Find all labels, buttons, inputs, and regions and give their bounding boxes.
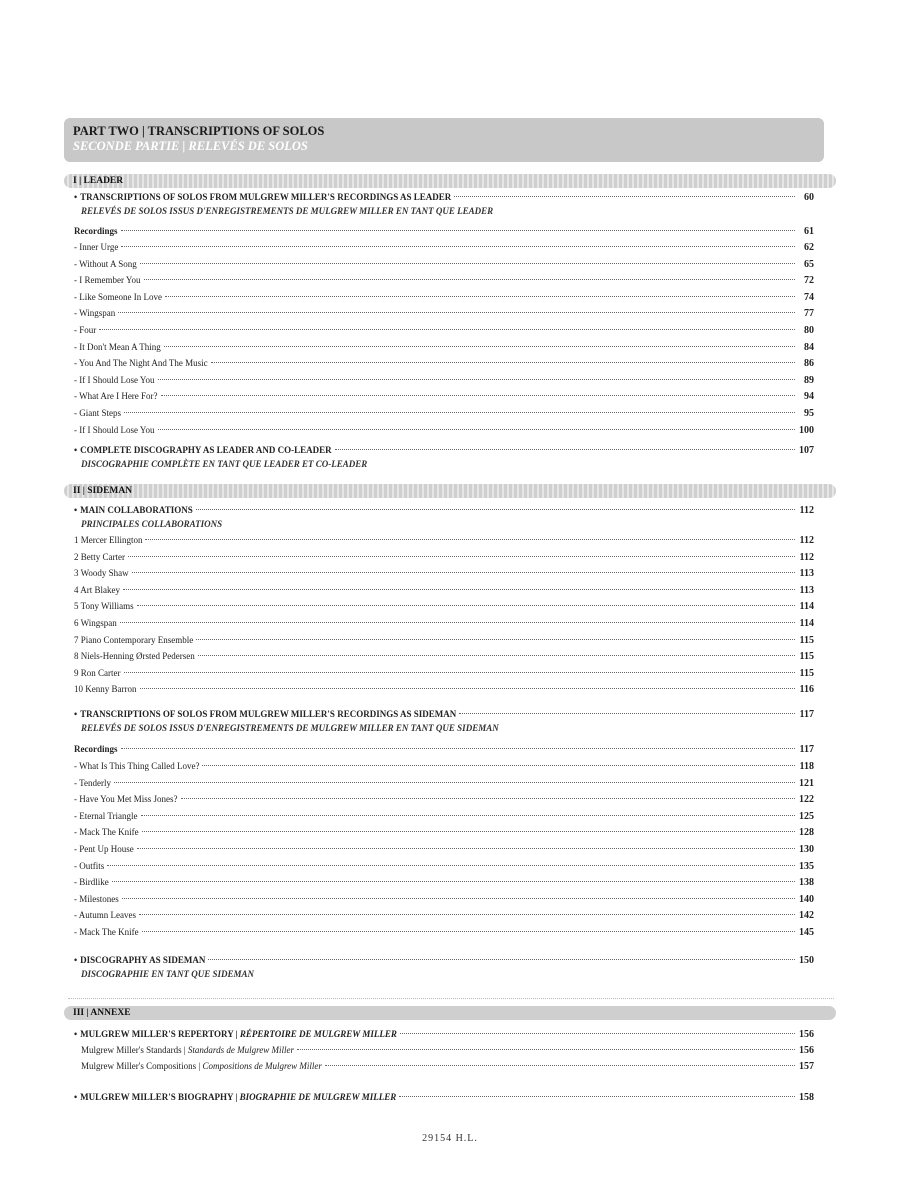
page-number: 158 (799, 1092, 814, 1103)
dot-leader (141, 815, 796, 816)
page-number: 122 (799, 794, 814, 806)
dot-leader (120, 622, 795, 623)
entry-label: - Eternal Triangle (74, 810, 138, 821)
toc-entry[interactable] (74, 616, 814, 631)
page-number: 142 (799, 910, 814, 922)
page-number: 121 (799, 777, 814, 789)
part-header (64, 118, 824, 162)
entry-label: Mulgrew Miller's Compositions | (81, 1061, 203, 1071)
dot-leader (165, 296, 795, 297)
entry-label-french: RÉPERTOIRE DE MULGREW MILLER (239, 1029, 397, 1039)
page-number: 65 (804, 258, 814, 270)
toc-entry[interactable] (74, 423, 814, 438)
dot-leader (196, 639, 795, 640)
bullet: • (74, 1092, 78, 1102)
page-number: 77 (804, 308, 814, 320)
toc-entry[interactable] (74, 583, 814, 598)
entry-label: 4 Art Blakey (74, 584, 120, 595)
toc-entry-compositions[interactable] (81, 1059, 814, 1074)
entry-label: - Inner Urge (74, 242, 119, 252)
dot-leader (122, 898, 795, 899)
page-number: 157 (799, 1061, 814, 1072)
toc-entry[interactable] (74, 599, 814, 614)
toc-entry[interactable] (74, 257, 814, 272)
entry-label: MAIN COLLABORATIONS (80, 505, 193, 515)
dot-leader (181, 798, 796, 799)
entry-label: - Birdlike (74, 877, 109, 888)
dot-leader (335, 449, 795, 450)
page-number: 156 (799, 1045, 814, 1056)
entry-label: 5 Tony Williams (74, 601, 134, 612)
page-footer-code: 29154 H.L. (422, 1133, 478, 1144)
dot-leader (137, 605, 795, 606)
dot-leader (140, 688, 796, 689)
bullet: • (74, 192, 78, 202)
dot-leader (208, 959, 795, 960)
toc-entry[interactable] (74, 550, 814, 565)
dot-leader (297, 1049, 795, 1050)
entry-label: - Like Someone In Love (74, 291, 162, 302)
part-title: PART TWO | TRANSCRIPTIONS OF SOLOS (73, 124, 325, 138)
entry-label: MULGREW MILLER'S REPERTORY | (80, 1029, 240, 1039)
dot-leader (139, 914, 795, 915)
page-number: 95 (804, 408, 814, 419)
entry-subtitle: RELEVÉS DE SOLOS ISSUS D'ENREGISTREMENTS DE MULGREW MILLER EN TANT QUE LEADER (81, 206, 494, 216)
toc-entry[interactable] (74, 682, 814, 697)
entry-label: MULGREW MILLER'S BIOGRAPHY | (80, 1092, 240, 1102)
toc-entry[interactable] (74, 273, 814, 288)
entry-label: COMPLETE DISCOGRAPHY AS LEADER AND CO-LEADER (80, 445, 332, 455)
toc-entry-leader-discography[interactable] (74, 443, 814, 458)
dot-leader (144, 279, 796, 280)
dot-leader (164, 346, 795, 347)
entry-subtitle: DISCOGRAPHIE EN TANT QUE SIDEMAN (81, 969, 255, 979)
entry-label: - Giant Steps (74, 408, 121, 418)
page-number: 60 (804, 192, 814, 203)
section-heading-leader: I | LEADER (64, 174, 836, 188)
toc-entry-standards[interactable] (81, 1043, 814, 1058)
page-number: 114 (799, 618, 814, 629)
entry-label: 1 Mercer Ellington (74, 535, 143, 545)
entry-label: - Tenderly (74, 777, 111, 788)
toc-entry-biography[interactable] (74, 1090, 814, 1105)
page-number: 135 (799, 860, 814, 872)
dot-leader (121, 246, 795, 247)
toc-entry[interactable] (74, 340, 814, 355)
toc-entry[interactable] (74, 356, 814, 371)
entry-label: 8 Niels-Henning Ørsted Pedersen (74, 651, 195, 662)
toc-entry[interactable] (74, 859, 814, 874)
entry-label: - I Remember You (74, 275, 141, 286)
entry-label: - It Don't Mean A Thing (74, 341, 161, 352)
toc-entry-sideman-transcriptions[interactable] (74, 707, 814, 722)
toc-entry[interactable] (74, 925, 814, 940)
page-number: 117 (799, 744, 814, 755)
toc-entry-repertory[interactable] (74, 1027, 814, 1042)
dot-leader (400, 1033, 795, 1034)
page-number: 113 (799, 584, 814, 596)
toc-entry[interactable] (74, 759, 814, 774)
page-number: 74 (804, 291, 814, 303)
entry-label-french: Compositions de Mulgrew Miller (202, 1061, 322, 1071)
toc-entry[interactable] (74, 406, 814, 421)
toc-entry[interactable] (74, 809, 814, 824)
toc-entry[interactable] (74, 373, 814, 388)
dot-leader (112, 881, 795, 882)
page-number: 112 (799, 535, 814, 546)
page-number: 80 (804, 325, 814, 336)
page-number: 94 (804, 391, 814, 403)
entry-label: - Autumn Leaves (74, 910, 136, 921)
toc-entry[interactable] (74, 389, 814, 404)
toc-entry[interactable] (74, 533, 814, 548)
dot-leader (124, 412, 795, 413)
entry-label: - You And The Night And The Music (74, 358, 208, 369)
entry-label: 7 Piano Contemporary Ensemble (74, 634, 194, 645)
entry-subtitle: RELEVÉS DE SOLOS ISSUS D'ENREGISTREMENTS DE MULGREW MILLER EN TANT QUE SIDEMAN (81, 723, 499, 733)
dot-leader (196, 509, 795, 510)
entry-label: TRANSCRIPTIONS OF SOLOS FROM MULGREW MILLER'S RECORDINGS AS SIDEMAN (80, 709, 457, 719)
toc-entry-sideman-recordings[interactable] (74, 742, 814, 757)
dot-leader (158, 429, 795, 430)
page-number: 112 (799, 505, 814, 516)
entry-label: 3 Woody Shaw (74, 568, 129, 579)
dot-leader (202, 765, 795, 766)
page-number: 115 (799, 667, 814, 679)
entry-label: Mulgrew Miller's Standards | (81, 1045, 188, 1055)
dot-leader (114, 782, 795, 783)
dot-leader (158, 379, 795, 380)
page-number: 62 (804, 242, 814, 253)
dot-leader (161, 395, 795, 396)
dot-leader (121, 748, 796, 749)
page-number: 112 (799, 551, 814, 563)
entry-label: 6 Wingspan (74, 618, 117, 628)
entry-label: - Milestones (74, 893, 119, 904)
page-number: 107 (799, 445, 814, 456)
entry-label: 9 Ron Carter (74, 667, 121, 678)
entry-subtitle: PRINCIPALES COLLABORATIONS (81, 519, 223, 529)
entry-label: 2 Betty Carter (74, 551, 125, 562)
page-number: 125 (799, 810, 814, 822)
bullet: • (74, 505, 78, 515)
toc-entry[interactable] (74, 323, 814, 338)
entry-label: 10 Kenny Barron (74, 684, 137, 695)
dot-leader (459, 713, 795, 714)
dot-leader (128, 556, 795, 557)
toc-entry[interactable] (74, 908, 814, 923)
toc-entry[interactable] (74, 776, 814, 791)
page-number: 72 (804, 275, 814, 287)
dot-leader (132, 572, 795, 573)
dot-leader (124, 672, 796, 673)
page-number: 156 (799, 1029, 814, 1040)
entry-label: - If I Should Lose You (74, 374, 155, 385)
entry-label: TRANSCRIPTIONS OF SOLOS FROM MULGREW MILLER'S RECORDINGS AS LEADER (80, 192, 452, 202)
section-heading-sideman: II | SIDEMAN (64, 484, 836, 498)
page-number: 115 (799, 634, 814, 646)
toc-entry-leader-recordings[interactable] (74, 224, 814, 239)
toc-entry-sideman-discography[interactable] (74, 953, 814, 968)
entry-label: - Mack The Knife (74, 927, 139, 937)
toc-entry[interactable] (74, 240, 814, 255)
toc-entry-leader-transcriptions[interactable] (74, 190, 814, 205)
toc-entry[interactable] (74, 666, 814, 681)
dot-leader (198, 655, 795, 656)
entry-label: - What Are I Here For? (74, 391, 158, 402)
entry-label: Recordings (74, 744, 118, 754)
toc-entry[interactable] (74, 306, 814, 321)
page-number: 114 (799, 601, 814, 613)
dot-leader (142, 831, 795, 832)
entry-label: - What Is This Thing Called Love? (74, 761, 200, 771)
toc-entry[interactable] (74, 566, 814, 581)
entry-label: Recordings (74, 226, 118, 236)
page-number: 100 (799, 424, 814, 436)
toc-entry[interactable] (74, 875, 814, 890)
entry-label: - Without A Song (74, 258, 137, 269)
page-number: 150 (799, 955, 814, 966)
dot-leader (123, 589, 795, 590)
toc-entry[interactable] (74, 649, 814, 664)
part-subtitle: SECONDE PARTIE | RELEVÉS DE SOLOS (73, 139, 308, 153)
dot-leader (142, 931, 795, 932)
entry-label: DISCOGRAPHY AS SIDEMAN (80, 955, 206, 965)
entry-label-french: Standards de Mulgrew Miller (187, 1045, 294, 1055)
dot-leader (399, 1096, 795, 1097)
dot-leader (137, 848, 795, 849)
toc-entry[interactable] (74, 633, 814, 648)
entry-label: - Mack The Knife (74, 827, 139, 838)
page-number: 84 (804, 341, 814, 353)
page-number: 86 (804, 358, 814, 370)
entry-label: - Wingspan (74, 308, 116, 319)
bullet: • (74, 1029, 78, 1039)
page-number: 61 (804, 226, 814, 237)
dot-leader (107, 865, 795, 866)
page-number: 117 (799, 709, 814, 720)
dot-leader (211, 362, 795, 363)
page-number: 140 (799, 893, 814, 905)
dot-leader (99, 329, 795, 330)
toc-entry[interactable] (74, 792, 814, 807)
toc-entry-main-collaborations[interactable] (74, 503, 814, 518)
entry-label: - If I Should Lose You (74, 424, 155, 435)
page-number: 116 (799, 684, 814, 696)
page-number: 115 (799, 651, 814, 663)
toc-entry[interactable] (74, 842, 814, 857)
entry-subtitle: DISCOGRAPHIE COMPLÈTE EN TANT QUE LEADER ET CO-LEADER (81, 459, 368, 469)
bullet: • (74, 445, 78, 455)
page-number: 138 (799, 877, 814, 889)
bullet: • (74, 709, 78, 719)
entry-label-french: BIOGRAPHIE DE MULGREW MILLER (239, 1092, 397, 1102)
toc-entry[interactable] (74, 290, 814, 305)
page-number: 130 (799, 844, 814, 855)
section-heading-annexe: III | ANNEXE (64, 1006, 836, 1020)
page-number: 118 (799, 761, 814, 772)
page-number: 128 (799, 827, 814, 839)
page-number: 89 (804, 374, 814, 386)
dot-leader (118, 312, 795, 313)
toc-entry[interactable] (74, 892, 814, 907)
dot-leader (121, 230, 796, 231)
dot-leader (145, 539, 795, 540)
entry-label: - Have You Met Miss Jones? (74, 794, 178, 805)
entry-label: - Four (74, 325, 97, 335)
entry-label: - Pent Up House (74, 844, 134, 854)
bullet: • (74, 955, 78, 965)
page-number: 145 (799, 927, 814, 938)
page-number: 113 (799, 568, 814, 580)
dot-leader (140, 263, 795, 264)
dot-leader (454, 196, 795, 197)
toc-entry[interactable] (74, 825, 814, 840)
dot-leader (325, 1065, 795, 1066)
entry-label: - Outfits (74, 860, 105, 871)
